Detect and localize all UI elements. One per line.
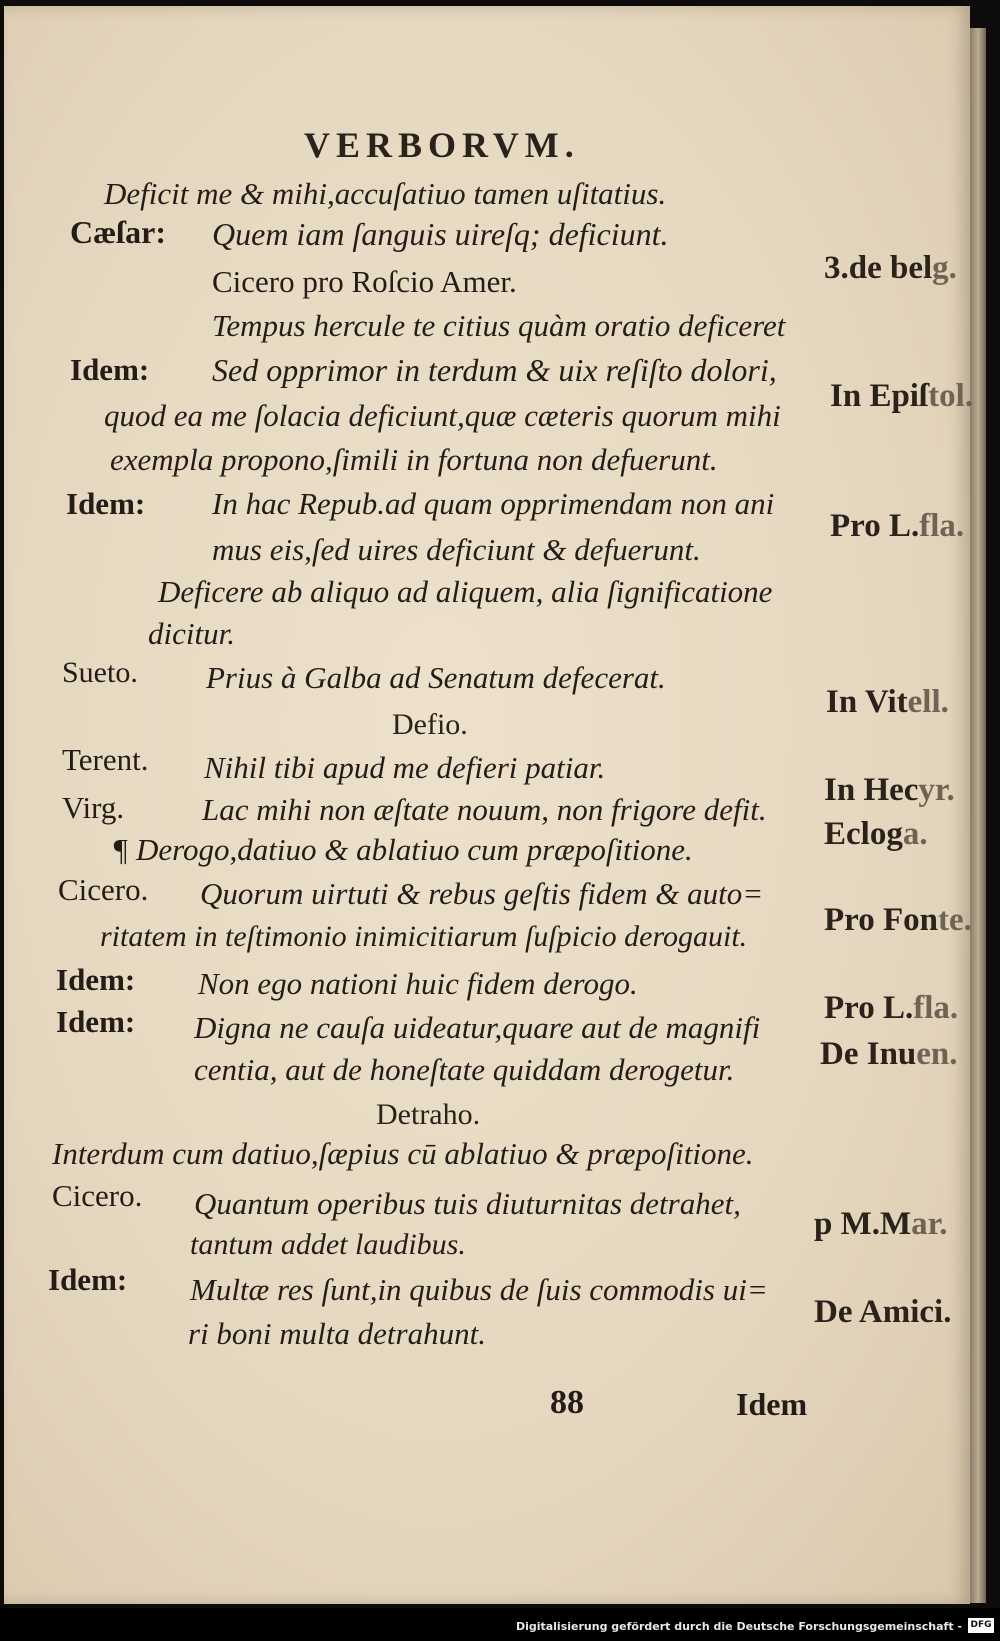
page-number: 88 xyxy=(550,1384,584,1421)
text-line: Sed opprimor in terdum & uix reſiſto dolori, xyxy=(212,352,777,388)
text-line: dicitur. xyxy=(148,616,235,651)
section-heading: Detraho. xyxy=(376,1098,481,1131)
catchword: Idem xyxy=(736,1386,808,1422)
speaker-abbr: Terent. xyxy=(62,742,149,777)
text-line: centia, aut de honeſtate quiddam derogetur. xyxy=(194,1052,735,1087)
running-header: VERBORVM. xyxy=(304,125,580,165)
margin-note: De Inuen. xyxy=(820,1036,958,1072)
text-line: Lac mihi non æſtate nouum, non frigore defit. xyxy=(202,792,767,827)
text-line: exempla propono,ſimili in fortuna non defuerunt. xyxy=(110,442,718,477)
text-line: tantum addet laudibus. xyxy=(190,1228,466,1261)
speaker-abbr: Cæſar: xyxy=(70,214,166,250)
text-line: Quem iam ſanguis uireſq; deficiunt. xyxy=(212,216,669,252)
speaker-abbr: Idem: xyxy=(48,1262,128,1297)
text-line: Non ego nationi huic fidem derogo. xyxy=(198,966,638,1001)
margin-note: In Hecyr. xyxy=(824,772,955,808)
margin-note: 3.de belg. xyxy=(824,250,957,286)
text-line: quod ea me ſolacia deficiunt,quæ cæteris quorum mihi xyxy=(104,398,781,433)
margin-note: In Epiſtol. xyxy=(830,378,974,414)
text-line: Cicero pro Roſcio Amer. xyxy=(212,264,517,299)
book-page xyxy=(4,6,974,1604)
speaker-abbr: Idem: xyxy=(56,1004,136,1039)
text-line: Tempus hercule te citius quàm oratio deficeret xyxy=(212,308,786,343)
text-line: Multæ res ſunt,in quibus de ſuis commodis ui= xyxy=(190,1272,768,1307)
text-line: Digna ne cauſa uideatur,quare aut de magnifi xyxy=(194,1010,761,1045)
text-line: ri boni multa detrahunt. xyxy=(188,1316,486,1351)
margin-note: In Vitell. xyxy=(826,684,949,720)
dfg-logo-icon: DFG xyxy=(968,1618,994,1633)
text-line: In hac Repub.ad quam opprimendam non ani xyxy=(212,486,775,521)
text-line: ¶ Derogo,datiuo & ablatiuo cum præpoſitione. xyxy=(112,832,693,867)
speaker-abbr: Sueto. xyxy=(62,656,138,689)
text-line: Quorum uirtuti & rebus geſtis fidem & auto= xyxy=(200,876,764,911)
margin-note: De Amici. xyxy=(814,1294,952,1330)
text-line: ritatem in teſtimonio inimicitiarum ſuſpicio derogauit. xyxy=(100,920,748,953)
margin-note: Pro Fonte. xyxy=(824,902,972,938)
text-line: Nihil tibi apud me defieri patiar. xyxy=(204,750,606,785)
text-line: Quantum operibus tuis diuturnitas detrahet, xyxy=(194,1186,741,1221)
text-line: mus eis,ſed uires deficiunt & defuerunt. xyxy=(212,532,701,567)
speaker-abbr: Cicero. xyxy=(52,1178,143,1213)
margin-note: Ecloga. xyxy=(824,816,928,852)
speaker-abbr: Idem: xyxy=(56,962,136,997)
speaker-abbr: Idem: xyxy=(66,486,146,521)
speaker-abbr: Idem: xyxy=(70,352,150,387)
margin-note: p M.Mar. xyxy=(814,1206,948,1242)
margin-note: Pro L.fla. xyxy=(824,990,959,1026)
speaker-abbr: Cicero. xyxy=(58,872,149,907)
text-line: Prius à Galba ad Senatum defecerat. xyxy=(206,660,666,695)
text-line: Interdum cum datiuo,ſæpius cū ablatiuo & præpoſitione. xyxy=(52,1136,754,1171)
funding-notice: Digitalisierung gefördert durch die Deutsche Forschungsgemeinschaft - xyxy=(515,1620,962,1633)
margin-note: Pro L.fla. xyxy=(830,508,965,544)
text-line: Deficere ab aliquo ad aliquem, alia ſignificatione xyxy=(158,574,773,609)
speaker-abbr: Virg. xyxy=(62,790,125,825)
section-heading: Defio. xyxy=(392,708,468,741)
text-line: Deficit me & mihi,accuſatiuo tamen uſitatius. xyxy=(104,176,667,211)
footer-bar xyxy=(0,1608,1000,1641)
